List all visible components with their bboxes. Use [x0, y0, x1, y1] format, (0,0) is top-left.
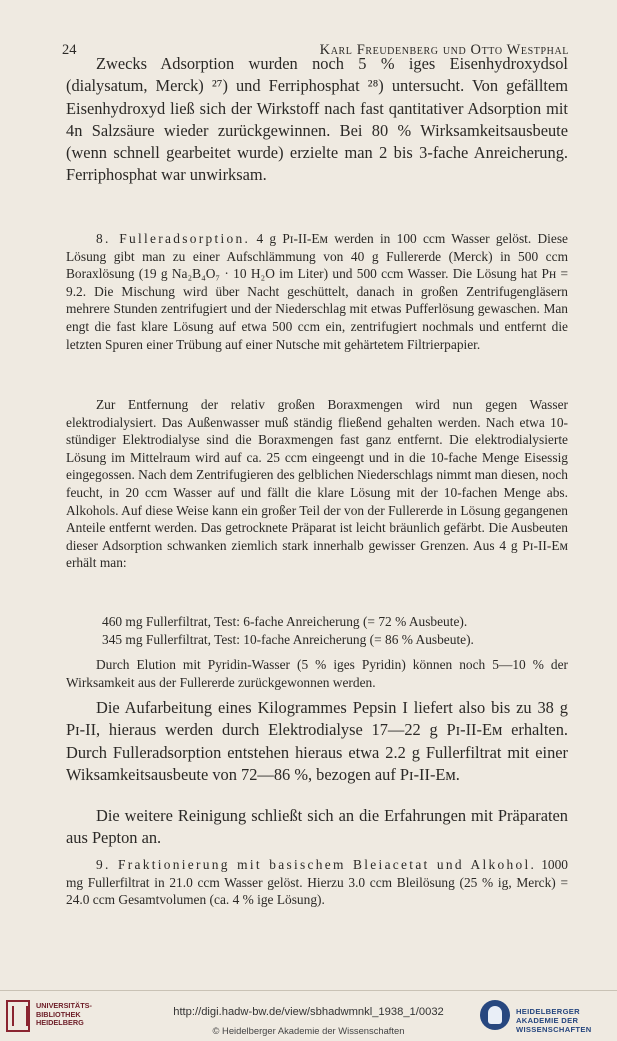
running-head: Karl Freudenberg und Otto Westphal [319, 42, 569, 58]
paragraph-reinigung: Die weitere Reinigung schließt sich an die Erfahrungen mit Präparaten aus Pepton an. [66, 806, 568, 848]
section-8-title: 8. Fulleradsorption. [96, 231, 251, 246]
library-logo-text: UNIVERSITÄTS-BIBLIOTHEK HEIDELBERG [36, 1001, 92, 1028]
permalink-url[interactable]: http://digi.hadw-bw.de/view/sbhadwmnkl_1938_1/0032 [173, 1006, 444, 1018]
paragraph-adsorption: Zwecks Adsorption wurden noch 5 % iges Eisenhydroxydsol (dialysatum, Merck) ²⁷) und Ferriphosphat ²⁸) untersucht. Von gefälltem Eisenhydroxyd ließ sich der Wirkstoff nach fast qantitativer Adsorption mit 4n Salzsäure wieder zurückgewinnen. Bei 80 % Wirksamkeitsausbeute (wenn schnell gearbeitet wurde) erzielte man 2 bis 3-fache Anreicherung. Ferriphosphat war unwirksam. [66, 54, 568, 185]
section-9-title: 9. Fraktionierung mit basischem Bleiacetat und Alkohol. [96, 857, 537, 872]
paragraph-elektrodialyse: Zur Entfernung der relativ großen Boraxmengen wird nun gegen Wasser elektrodialysiert. Das Außenwasser muß ständig fließend gehalten werden. Nach etwa 10-stündiger Elektrodialyse sind die Boraxmengen fast ganz entfernt. Die elektrodialysierte Lösung im Mittelraum wird auf ca. 25 ccm eingeengt und in die 10-fache Menge Eisessig eingegossen. Nach dem Zentrifugieren des gelblichen Niederschlags nimmt man diesen, noch feucht, in 20 ccm Wasser auf und fällt die klare Lösung mit der 10-fachen Menge abs. Alkohols. Auf diese Weise kann ein großer Teil der von der Fullererde in Lösung gegangenen Anteile entfernt werden. Das getrocknete Präparat ist leicht bräunlich gefärbt. Die Ausbeuten dieser Adsorption schwanken ziemlich stark innerhalb gewisser Grenzen. Aus 4 g Pɪ-II-Eᴍ erhält man: [66, 397, 568, 571]
page-number: 24 [62, 42, 77, 58]
academy-logo[interactable] [480, 1000, 612, 1034]
result-line-1: 460 mg Fullerfiltrat, Test: 6-fache Anreicherung (= 72 % Ausbeute). [102, 614, 468, 629]
section-8-body: 4 g Pɪ-II-Eᴍ werden in 100 ccm Wasser gelöst. Diese Lösung gibt man zu einer Aufschlämmung von 40 g Fullererde (Merck) in 500 ccm Boraxlösung (19 g Na₂B₄O₇ · 10 H₂O im Liter) und 500 ccm Wasser. Die Lösung hat Pʜ = 9.2. Die Mischung wird über Nacht geschüttelt, danach in großen Zentrifugengläsern mehrere Stunden zentrifugiert und der Niederschlag mit etwas Pufferlösung gewaschen. Man engt die fast klare Lösung auf etwa 500 ccm ein, zentrifugiert nochmals und entfernt die letzten Spuren einer Trübung auf einer Nutsche mit gehärtetem Filtrierpapier. [66, 231, 568, 352]
academy-seal-icon [480, 1000, 510, 1030]
paragraph-elution: Durch Elution mit Pyridin-Wasser (5 % iges Pyridin) können noch 5—10 % der Wirksamkeit aus der Fullererde zurückgewonnen werden. [66, 657, 568, 690]
section-9-body: 1000 mg Fullerfiltrat in 21.0 ccm Wasser gelöst. Hierzu 3.0 ccm Bleilösung (25 % ig, Merck) = 24.0 ccm Gesamtvolumen (ca. 4 % ige Lösung). [66, 857, 568, 908]
result-line-2: 345 mg Fullerfiltrat, Test: 10-fache Anreicherung (= 86 % Ausbeute). [102, 632, 474, 647]
paragraph-aufarbeitung: Die Aufarbeitung eines Kilogrammes Pepsin I liefert also bis zu 38 g Pɪ-II, hieraus werden durch Elektrodialyse 17—22 g Pɪ-II-Eᴍ erhalten. Durch Fulleradsorption entstehen hieraus etwa 2.2 g Fullerfiltrat mit einer Wiksamkeitsausbeute von 72—86 %, bezogen auf Pɪ-II-Eᴍ. [66, 698, 568, 784]
section-9 [66, 856, 568, 909]
academy-logo-text: HEIDELBERGER AKADEMIE DER WISSENSCHAFTEN [516, 1007, 592, 1034]
copyright-notice: © Heidelberger Akademie der Wissenschaften [212, 1025, 405, 1036]
footer-divider [0, 990, 617, 991]
section-8 [66, 230, 568, 353]
